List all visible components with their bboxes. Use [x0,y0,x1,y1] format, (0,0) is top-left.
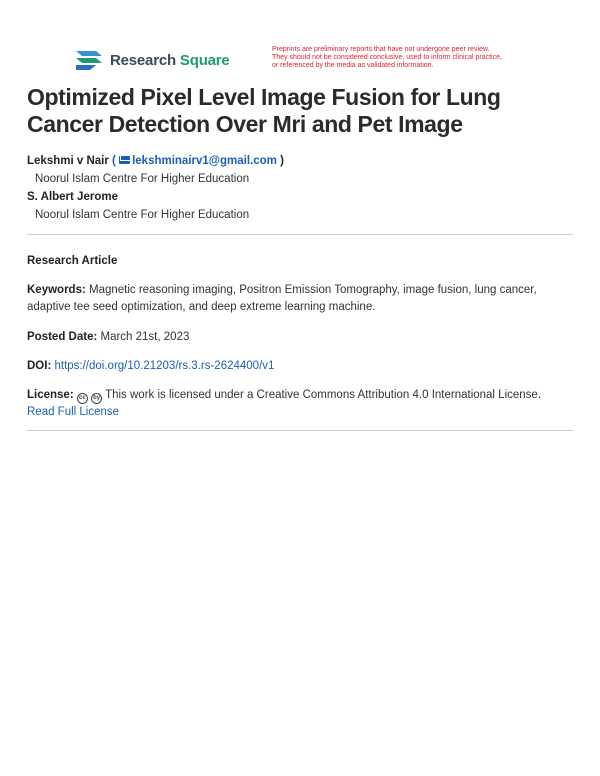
posted-date: Posted Date: March 21st, 2023 [27,331,190,343]
author-email-link[interactable]: lekshminairv1@gmail.com [119,155,277,167]
research-square-logo[interactable] [74,48,230,72]
license: License: cc by This work is licensed under a Creative Commons Attribution 4.0 International License. Read Full License [27,389,542,418]
doi-link[interactable]: https://doi.org/10.21203/rs.3.rs-2624400/v1 [54,360,275,372]
doi: DOI: https://doi.org/10.21203/rs.3.rs-2624400/v1 [27,360,275,372]
author: Lekshmi v Nair ( lekshminairv1@gmail.com ) [27,155,284,167]
author-list [27,153,575,225]
read-full-license-link[interactable]: Read Full License [27,406,120,418]
preprint-disclaimer: Preprints are preliminary reports that have not undergone peer review. They should not be considered conclusive, used to inform clinical practice, or referenced by the media as validated information. [272,46,502,69]
keywords: Keywords: Magnetic reasoning imaging, Positron Emission Tomography, image fusion, lung cancer, adaptive tee seed optimization, and deep extreme learning machine. [27,284,537,313]
research-square-logo-icon [74,48,104,72]
creative-commons-icon: cc [77,393,88,404]
envelope-icon [119,156,130,164]
author-affiliation: Noorul Islam Centre For Higher Education [35,173,250,185]
logo-text: Research Square [110,51,230,69]
article-type: Research Article [27,255,118,267]
divider [27,234,573,235]
paper-title: Optimized Pixel Level Image Fusion for Lung Cancer Detection Over Mri and Pet Image [27,84,501,137]
author: S. Albert Jerome [27,191,118,203]
attribution-icon: by [91,393,102,404]
author-affiliation: Noorul Islam Centre For Higher Education [35,209,250,221]
divider [27,430,573,431]
header [74,46,554,76]
